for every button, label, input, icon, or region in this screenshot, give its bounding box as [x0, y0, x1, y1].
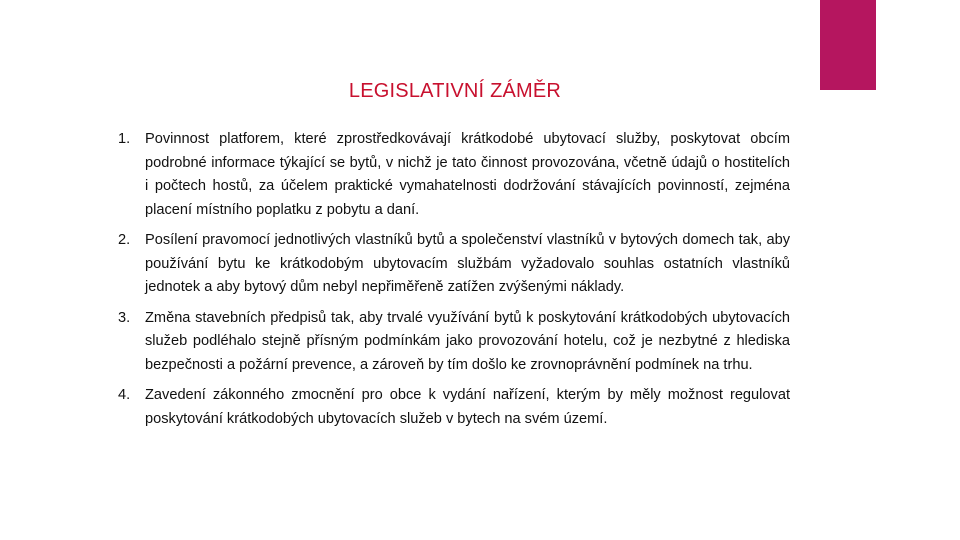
list-item-text: Zavedení zákonného zmocnění pro obce k vydání nařízení, kterým by měly možnost regulovat poskytování krátkodobých ubytovacích služeb v bytech na svém území.	[145, 387, 790, 427]
list-item-number: 2.	[118, 232, 131, 248]
list-item-number: 4.	[118, 387, 131, 403]
content-area	[118, 128, 790, 438]
accent-bar	[820, 0, 876, 90]
list-item-number: 1.	[118, 131, 131, 147]
list-item-number: 3.	[118, 309, 131, 326]
list-item-text: Povinnost platforem, které zprostředkovávají krátkodobé ubytovací služby, poskytovat obcím podrobné informace týkající se bytů, v nichž je tato činnost provozována, včetně údajů o hostitelích i počtech hostů, za účelem praktické vymahatelnosti dodržování stávajících povinností, zejména placení místního poplatku z pobytu a daní.	[145, 131, 790, 218]
list-item	[118, 384, 790, 431]
list-item	[118, 128, 790, 222]
list-item-text: Posílení pravomocí jednotlivých vlastníků bytů a společenství vlastníků v bytových domech tak, aby používání bytu ke krátkodobým ubytovacím službám vyžadovalo souhlas ostatních vlastníků jednotek a aby bytový dům nebyl nepřiměřeně zatížen zvýšenými náklady.	[145, 232, 790, 295]
list-item-text: Změna stavebních předpisů tak, aby trvalé využívání bytů k poskytování krátkodobých ubytovacích služeb podléhalo stejně přísným podmínkám jako provozování hotelu, což je nezbytné z hlediska bezpečnosti a požární prevence, a zároveň by tím došlo ke zrovnoprávnění podmínek na trhu.	[145, 309, 790, 373]
page-title: LEGISLATIVNÍ ZÁMĚR	[348, 80, 562, 102]
list-item	[118, 229, 790, 300]
list-item	[118, 307, 790, 378]
numbered-list	[118, 128, 790, 431]
